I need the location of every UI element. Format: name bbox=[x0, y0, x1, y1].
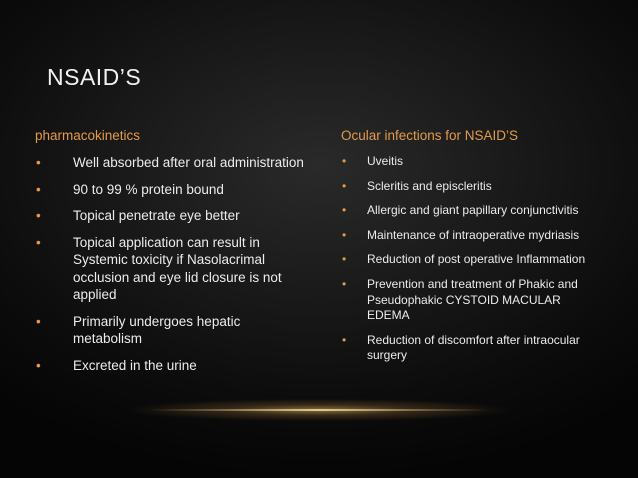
bullet-icon: • bbox=[342, 332, 347, 347]
list-item bbox=[341, 277, 603, 324]
list-item-text: Primarily undergoes hepatic metabolism bbox=[73, 313, 241, 347]
list-item-text: Topical penetrate eye better bbox=[73, 208, 240, 224]
ocular-indications-list bbox=[341, 154, 603, 364]
bullet-icon: • bbox=[36, 181, 41, 197]
bullet-icon: • bbox=[342, 252, 347, 267]
bullet-icon: • bbox=[342, 178, 347, 193]
bullet-icon: • bbox=[36, 234, 41, 250]
bullet-icon: • bbox=[342, 227, 347, 242]
list-item-text: Well absorbed after oral administration bbox=[73, 155, 304, 170]
list-item-text: Allergic and giant papillary conjunctivitis bbox=[367, 203, 579, 218]
list-item-text: Prevention and treatment of Phakic and Pseudophakic CYSTOID MACULAR EDEMA bbox=[367, 276, 578, 323]
list-item-text: 90 to 99 % protein bound bbox=[73, 181, 224, 197]
list-item bbox=[35, 154, 310, 172]
light-line-decoration bbox=[150, 409, 488, 411]
list-item bbox=[341, 179, 603, 195]
list-item bbox=[35, 207, 310, 225]
list-item bbox=[341, 203, 603, 219]
list-item bbox=[341, 252, 603, 268]
list-item bbox=[341, 333, 603, 364]
bullet-icon: • bbox=[36, 155, 41, 170]
bullet-icon: • bbox=[342, 203, 347, 218]
list-item-text: Excreted in the urine bbox=[73, 357, 197, 373]
list-item bbox=[35, 234, 310, 304]
bullet-icon: • bbox=[36, 208, 41, 224]
ocular-indications-heading: Ocular infections for NSAID’S bbox=[341, 128, 519, 143]
bullet-icon: • bbox=[36, 357, 41, 373]
list-item bbox=[341, 154, 603, 170]
pharmacokinetics-list bbox=[35, 154, 310, 374]
list-item bbox=[341, 228, 603, 244]
list-item-text: Topical application can result in Systemic toxicity if Nasolacrimal occlusion and eye lid closure is not applied bbox=[73, 234, 282, 303]
list-item bbox=[35, 181, 310, 199]
bullet-icon: • bbox=[342, 276, 347, 291]
slide-title: NSAID’S bbox=[47, 64, 142, 90]
pharmacokinetics-heading: pharmacokinetics bbox=[35, 128, 141, 143]
list-item bbox=[35, 313, 310, 348]
list-item bbox=[35, 357, 310, 375]
ocular-indications-column bbox=[341, 128, 603, 373]
list-item-text: Reduction of post operative Inflammation bbox=[367, 252, 586, 267]
bullet-icon: • bbox=[342, 154, 347, 168]
list-item-text: Uveitis bbox=[367, 154, 404, 168]
list-item-text: Maintenance of intraoperative mydriasis bbox=[367, 227, 580, 242]
list-item-text: Scleritis and episcleritis bbox=[367, 178, 492, 193]
pharmacokinetics-column bbox=[35, 128, 310, 383]
list-item-text: Reduction of discomfort after intraocular surgery bbox=[367, 332, 580, 363]
bullet-icon: • bbox=[36, 313, 41, 329]
